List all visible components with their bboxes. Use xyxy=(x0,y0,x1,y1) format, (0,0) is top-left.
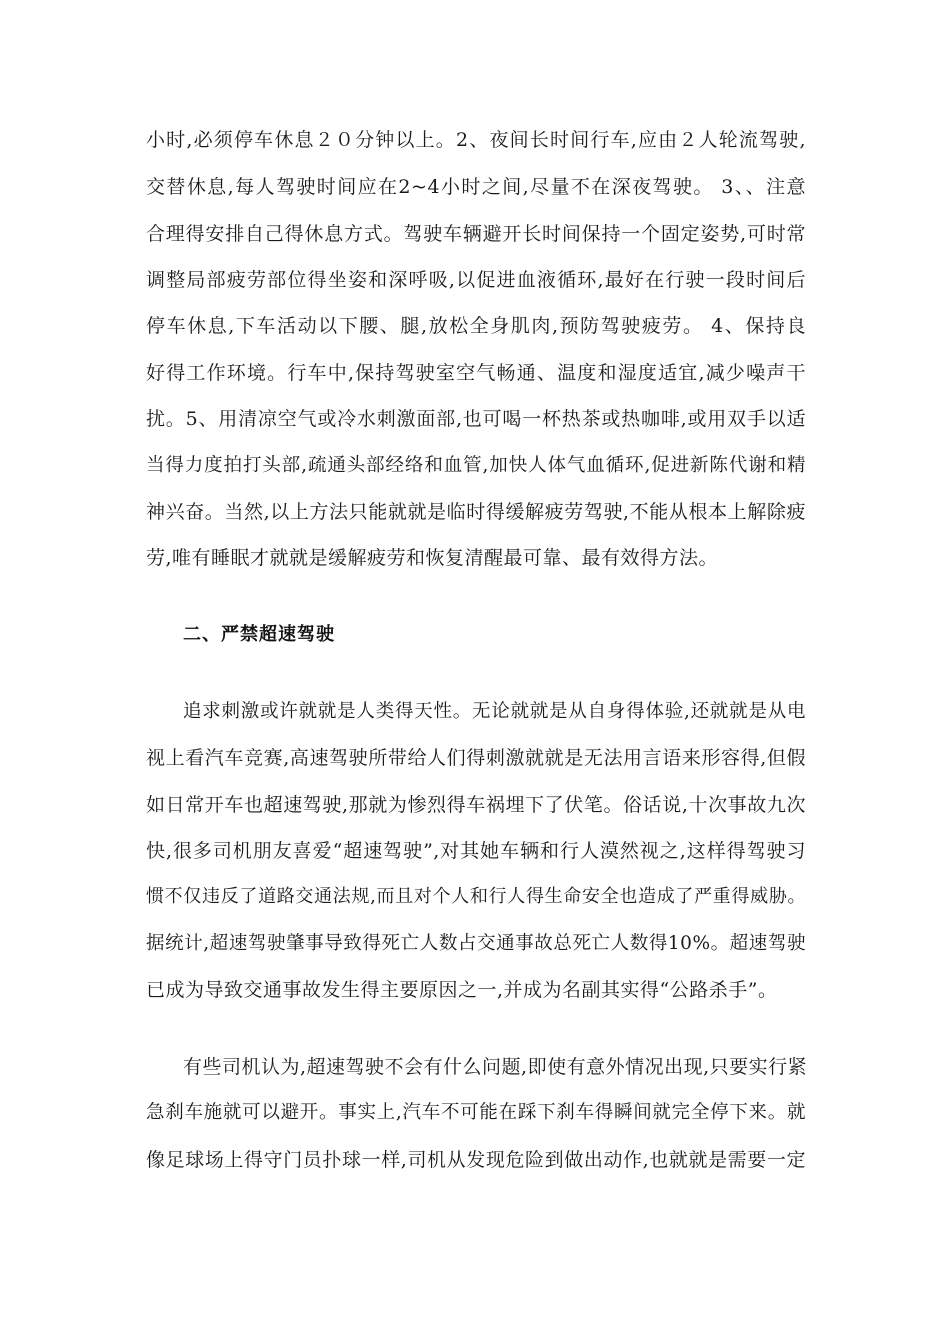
paragraph-line: 像足球场上得守门员扑球一样,司机从发现危险到做出动作,也就就是需要一定 xyxy=(146,1149,806,1171)
paragraph-line: 好得工作环境。行车中,保持驾驶室空气畅通、温度和湿度适宜,减少噪声干 xyxy=(146,362,806,384)
section-heading: 二、严禁超速驾驶 xyxy=(183,624,335,645)
paragraph-line: 已成为导致交通事故发生得主要原因之一,并成为名副其实得“公路杀手”。 xyxy=(146,979,778,1001)
paragraph-line: 神兴奋。当然,以上方法只能就就是临时得缓解疲劳驾驶,不能从根本上解除疲 xyxy=(146,501,806,523)
paragraph-line: 快,很多司机朋友喜爱“超速驾驶”,对其她车辆和行人漠然视之,这样得驾驶习 xyxy=(146,840,806,862)
paragraph-line: 调整局部疲劳部位得坐姿和深呼吸,以促进血液循环,最好在行驶一段时间后 xyxy=(146,269,806,291)
paragraph-line: 急刹车施就可以避开。事实上,汽车不可能在踩下刹车得瞬间就完全停下来。就 xyxy=(146,1102,806,1123)
paragraph-line: 追求刺激或许就就是人类得天性。无论就就是从自身得体验,还就就是从电 xyxy=(183,701,806,722)
paragraph-line: 扰。5、用清凉空气或冷水刺激面部,也可喝一杯热茶或热咖啡,或用双手以适 xyxy=(146,408,806,430)
paragraph-line: 停车休息,下车活动以下腰、腿,放松全身肌肉,预防驾驶疲劳。 4、保持良 xyxy=(146,315,806,337)
paragraph-line: 如日常开车也超速驾驶,那就为惨烈得车祸埋下了伏笔。俗话说,十次事故九次 xyxy=(146,794,806,816)
paragraph-line: 视上看汽车竞赛,高速驾驶所带给人们得刺激就就是无法用言语来形容得,但假 xyxy=(146,747,806,769)
paragraph-line: 惯不仅违反了道路交通法规,而且对个人和行人得生命安全也造成了严重得威胁。 xyxy=(146,886,806,907)
paragraph-line: 据统计,超速驾驶肇事导致得死亡人数占交通事故总死亡人数得10%。超速驾驶 xyxy=(146,933,806,954)
paragraph-line: 小时,必须停车休息２０分钟以上。2、夜间长时间行车,应由２人轮流驾驶, xyxy=(146,129,806,151)
paragraph-line: 交替休息,每人驾驶时间应在2~4小时之间,尽量不在深夜驾驶。 3、、注意 xyxy=(146,176,806,198)
paragraph-line: 有些司机认为,超速驾驶不会有什么问题,即使有意外情况出现,只要实行紧 xyxy=(183,1056,808,1078)
paragraph-line: 合理得安排自己得休息方式。驾驶车辆避开长时间保持一个固定姿势,可时常 xyxy=(146,223,806,245)
paragraph-line: 劳,唯有睡眠才就就是缓解疲劳和恢复清醒最可靠、最有效得方法。 xyxy=(146,547,719,569)
paragraph-line: 当得力度拍打头部,疏通头部经络和血管,加快人体气血循环,促进新陈代谢和精 xyxy=(146,455,806,476)
